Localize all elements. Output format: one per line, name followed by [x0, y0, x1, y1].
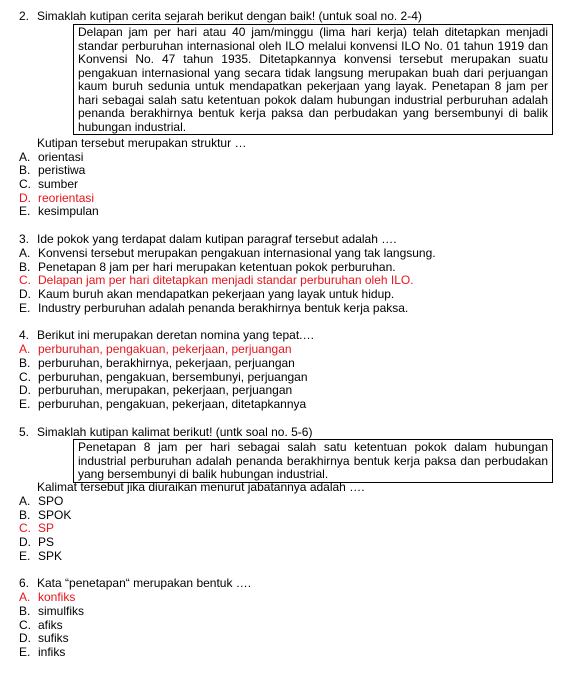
q5-passage-box — [73, 439, 553, 483]
q2-number: 2. — [19, 9, 30, 23]
q3-option-c-answer[interactable]: C. Delapan jam per hari ditetapkan menjadi standar perburuhan oleh ILO. — [19, 273, 414, 287]
q5-option-a[interactable]: A. SPO — [19, 494, 64, 508]
q3-option-a[interactable]: A. Konvensi tersebut merupakan pengakuan internasional yang tak langsung. — [19, 246, 436, 260]
q5-number: 5. — [19, 425, 30, 439]
q2-passage-box — [73, 24, 553, 135]
q4-option-b[interactable]: B. perburuhan, berakhirnya, pekerjaan, perjuangan — [19, 356, 295, 370]
q5-option-c-answer[interactable]: C. SP — [19, 521, 55, 535]
q2-option-c[interactable]: C. sumber — [19, 177, 79, 191]
q2-passage: Delapan jam per hari atau 40 jam/minggu (lima hari kerja) telah ditetapkan menjadi standar perburuhan internasional oleh ILO melalui konvensi ILO No. 01 tahun 1919 dan Konvensi No. 47 tahun 1935. Ditetapkannya konvensi tersebut merupakan suatu pengakuan internasional yang secara tidak langsung merupakan buah dari perjuangan kaum buruh sedunia untuk mendapatkan pekerjaan yang layak. Penetapan 8 jam per hari sebagai salah satu ketentuan pokok dalam hubungan industrial perburuhan adalah penanda berakhirnya bentuk kerja paksa dan perbudakan yang bersembunyi di balik hubungan industrial. — [78, 25, 548, 134]
q4-option-e[interactable]: E. perburuhan, pengakuan, pekerjaan, ditetapkannya — [19, 397, 307, 411]
q4-number: 4. — [19, 328, 30, 342]
q6-option-e[interactable]: E. infiks — [19, 645, 66, 659]
q3-stem: Ide pokok yang terdapat dalam kutipan paragraf tersebut adalah …. — [37, 232, 397, 246]
q2-option-e[interactable]: E. kesimpulan — [19, 204, 99, 218]
q2-question: Kutipan tersebut merupakan struktur … — [37, 136, 247, 150]
q5-option-d[interactable]: D. PS — [19, 535, 55, 549]
q2-option-b[interactable]: B. peristiwa — [19, 163, 86, 177]
q5-passage: Penetapan 8 jam per hari sebagai salah satu ketentuan pokok dalam hubungan industrial perburuhan adalah penanda berakhirnya bentuk kerja paksa dan perbudakan yang bersembunyi di balik hubungan industrial. — [78, 440, 548, 481]
q6-option-b[interactable]: B. simulfiks — [19, 604, 85, 618]
q5-question: Kalimat tersebut jika diuraikan menurut jabatannya adalah …. — [37, 480, 365, 494]
q3-number: 3. — [19, 232, 30, 246]
q3-option-e[interactable]: E. Industry perburuhan adalah penanda berakhirnya bentuk kerja paksa. — [19, 301, 409, 315]
q3-option-d[interactable]: D. Kaum buruh akan mendapatkan pekerjaan yang layak untuk hidup. — [19, 287, 395, 301]
q5-option-b[interactable]: B. SPOK — [19, 508, 72, 522]
q6-option-c[interactable]: C. afiks — [19, 618, 63, 632]
q4-stem: Berikut ini merupakan deretan nomina yang tepat.… — [37, 328, 315, 342]
q4-option-d[interactable]: D. perburuhan, merupakan, pekerjaan, perjuangan — [19, 383, 293, 397]
q2-stem: Simaklah kutipan cerita sejarah berikut dengan baik! (untuk soal no. 2-4) — [37, 9, 422, 23]
q4-option-c[interactable]: C. perburuhan, pengakuan, bersembunyi, perjuangan — [19, 370, 308, 384]
q2-option-a[interactable]: A. orientasi — [19, 150, 84, 164]
q3-option-b[interactable]: B. Penetapan 8 jam per hari merupakan ketentuan pokok perburuhan. — [19, 260, 396, 274]
q6-stem: Kata “penetapan“ merupakan bentuk …. — [37, 576, 252, 590]
q5-stem: Simaklah kutipan kalimat berikut! (untk soal no. 5-6) — [37, 425, 313, 439]
q6-option-a-answer[interactable]: A. konfiks — [19, 590, 76, 604]
q4-option-a-answer[interactable]: A. perburuhan, pengakuan, pekerjaan, perjuangan — [19, 342, 292, 356]
q5-option-e[interactable]: E. SPK — [19, 549, 63, 563]
q2-option-d-answer[interactable]: D. reorientasi — [19, 191, 95, 205]
q6-number: 6. — [19, 576, 30, 590]
q6-option-d[interactable]: D. sufiks — [19, 631, 69, 645]
